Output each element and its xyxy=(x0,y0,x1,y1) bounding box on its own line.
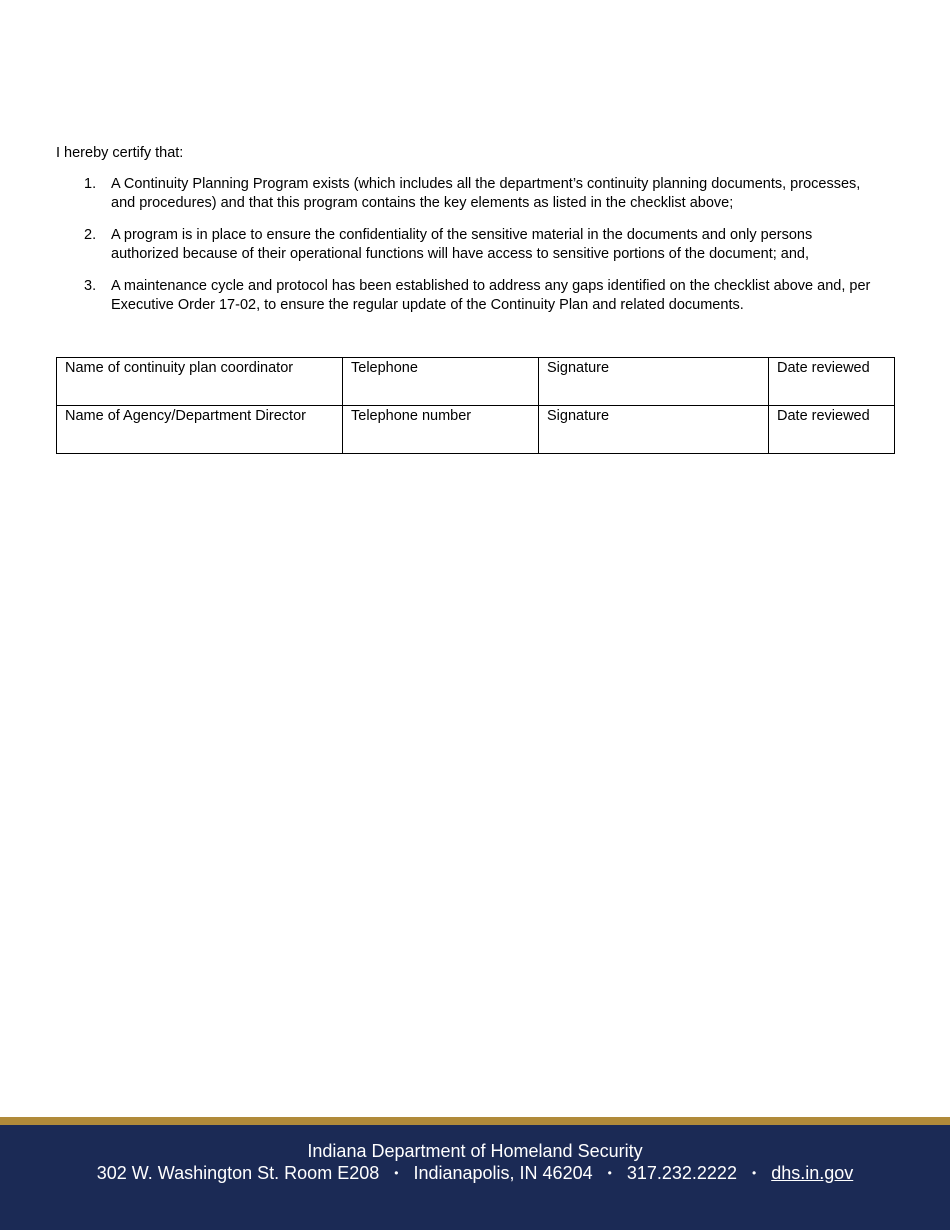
director-signature-cell[interactable]: Signature xyxy=(539,406,769,454)
list-item xyxy=(56,175,876,213)
signature-table xyxy=(56,357,895,454)
coordinator-name-cell[interactable]: Name of continuity plan coordinator xyxy=(57,358,343,406)
list-text: A program is in place to ensure the confidentiality of the sensitive material in the documents and only persons authorized because of their operational functions will have access to sensitive portions of the document; and, xyxy=(111,227,813,262)
list-item xyxy=(56,277,876,315)
director-date-cell[interactable]: Date reviewed xyxy=(769,406,895,454)
director-telephone-cell[interactable]: Telephone number xyxy=(343,406,539,454)
certify-intro: I hereby certify that: xyxy=(56,145,184,161)
footer-address: 302 W. Washington St. Room E208 xyxy=(96,1163,380,1183)
page-footer xyxy=(0,1117,950,1230)
bullet-separator: • xyxy=(394,1166,399,1180)
list-text: A Continuity Planning Program exists (which includes all the department’s continuity planning documents, processes, and procedures) and that this program contains the key elements as listed in the checklist above; xyxy=(111,176,861,211)
footer-org-name: Indiana Department of Homeland Security xyxy=(307,1141,643,1161)
footer-phone: 317.232.2222 xyxy=(626,1163,737,1183)
footer-city: Indianapolis, IN 46204 xyxy=(413,1163,593,1183)
footer-website-link[interactable]: dhs.in.gov xyxy=(771,1163,854,1183)
table-row xyxy=(57,406,895,454)
list-item xyxy=(56,226,876,264)
list-number: 1. xyxy=(84,176,97,192)
coordinator-date-cell[interactable]: Date reviewed xyxy=(769,358,895,406)
footer-contact-line xyxy=(0,1162,950,1184)
footer-accent-bar xyxy=(0,1117,950,1125)
table-row xyxy=(57,358,895,406)
list-text: A maintenance cycle and protocol has been established to address any gaps identified on the checklist above and, per Executive Order 17-02, to ensure the regular update of the Continuity Plan and related documents. xyxy=(111,278,871,313)
director-name-cell[interactable]: Name of Agency/Department Director xyxy=(57,406,343,454)
certification-list xyxy=(56,175,876,328)
coordinator-signature-cell[interactable]: Signature xyxy=(539,358,769,406)
bullet-separator: • xyxy=(751,1166,757,1180)
bullet-separator: • xyxy=(607,1166,612,1180)
list-number: 3. xyxy=(84,278,97,294)
coordinator-telephone-cell[interactable]: Telephone xyxy=(343,358,539,406)
list-number: 2. xyxy=(84,227,97,243)
